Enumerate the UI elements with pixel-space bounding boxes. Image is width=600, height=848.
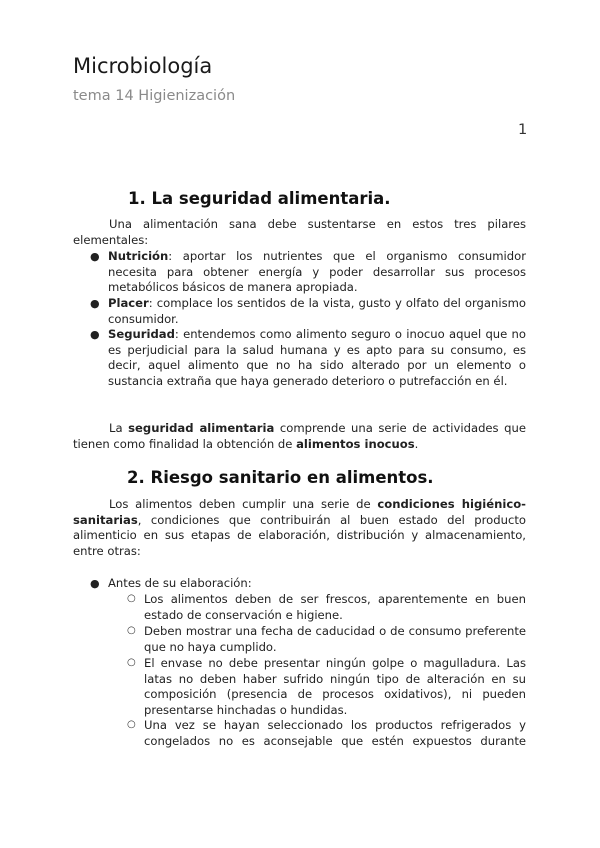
closing-text: . <box>414 436 419 451</box>
bullet-placer <box>108 296 526 327</box>
bullet-text: : entendemos como alimento seguro o inocuo aquel que no es perjudicial para la salud humana y es apto para su consumo, es decir, aquel alimento que no ha sido alterado por un elemento o sustancia extraña que haya generado deterioro o putrefacción en él. <box>108 327 526 388</box>
closing-bold: seguridad alimentaria <box>128 421 275 435</box>
section1-intro: Una alimentación sana debe sustentarse en estos tres pilares elementales: <box>73 217 526 247</box>
sub-bullet-item: Una vez se hayan seleccionado los productos refrigerados y congelados no es aconsejable que estén expuestos durante <box>144 718 526 748</box>
document-title: Microbiología <box>73 54 213 78</box>
bullet-marker: ● <box>90 250 100 263</box>
section1-closing <box>73 421 526 452</box>
bullet-antes-elaboracion: Antes de su elaboración: <box>108 576 252 590</box>
sub-bullet-marker: ○ <box>127 657 136 668</box>
bullet-term: Nutrición <box>108 249 169 263</box>
page-number: 1 <box>518 122 528 138</box>
bullet-text: : aportar los nutrientes que el organismo consumidor necesita para obtener energía y poder desarrollar sus procesos metabólicos básicos de manera apropiada. <box>108 249 526 294</box>
bullet-marker: ● <box>90 297 100 310</box>
bullet-text: : complace los sentidos de la vista, gusto y olfato del organismo consumidor. <box>108 296 526 326</box>
intro-text: Los alimentos deben cumplir una serie de <box>109 497 378 511</box>
bullet-marker: ● <box>90 577 100 590</box>
sub-bullet-item: Los alimentos deben de ser frescos, aparentemente en buen estado de conservación e higiene. <box>144 592 526 622</box>
bullet-term: Placer <box>108 296 149 310</box>
document-subtitle: tema 14 Higienización <box>73 88 236 104</box>
closing-text: comprende una serie de actividades que tienen como finalidad la obtención de <box>73 421 526 451</box>
sub-bullet-item: Deben mostrar una fecha de caducidad o de consumo preferente que no haya cumplido. <box>144 624 526 654</box>
sub-bullet-marker: ○ <box>127 719 136 730</box>
section2-intro <box>73 497 526 559</box>
closing-bold: alimentos inocuos <box>296 436 415 451</box>
section-heading-1: 1. La seguridad alimentaria. <box>128 189 391 208</box>
sub-bullet-marker: ○ <box>127 593 136 604</box>
sub-bullet-marker: ○ <box>127 625 136 636</box>
closing-text: La <box>109 421 129 435</box>
section-heading-2: 2. Riesgo sanitario en alimentos. <box>127 468 434 487</box>
bullet-marker: ● <box>90 328 100 341</box>
bullet-seguridad <box>108 327 526 389</box>
bullet-term: Seguridad <box>108 327 175 341</box>
bullet-nutricion <box>108 249 526 296</box>
sub-bullet-item: El envase no debe presentar ningún golpe o magulladura. Las latas no deben haber sufrido ningún tipo de alteración en su composición (presencia de procesos oxidativos), ni pueden presentarse hinchadas o hundidas. <box>144 656 526 717</box>
intro-bold: condiciones higiénico-sanitarias <box>73 497 526 527</box>
intro-text: , condiciones que contribuirán al buen estado del producto alimenticio en sus etapas de elaboración, distribución y almacenamiento, entre otras: <box>73 512 526 558</box>
